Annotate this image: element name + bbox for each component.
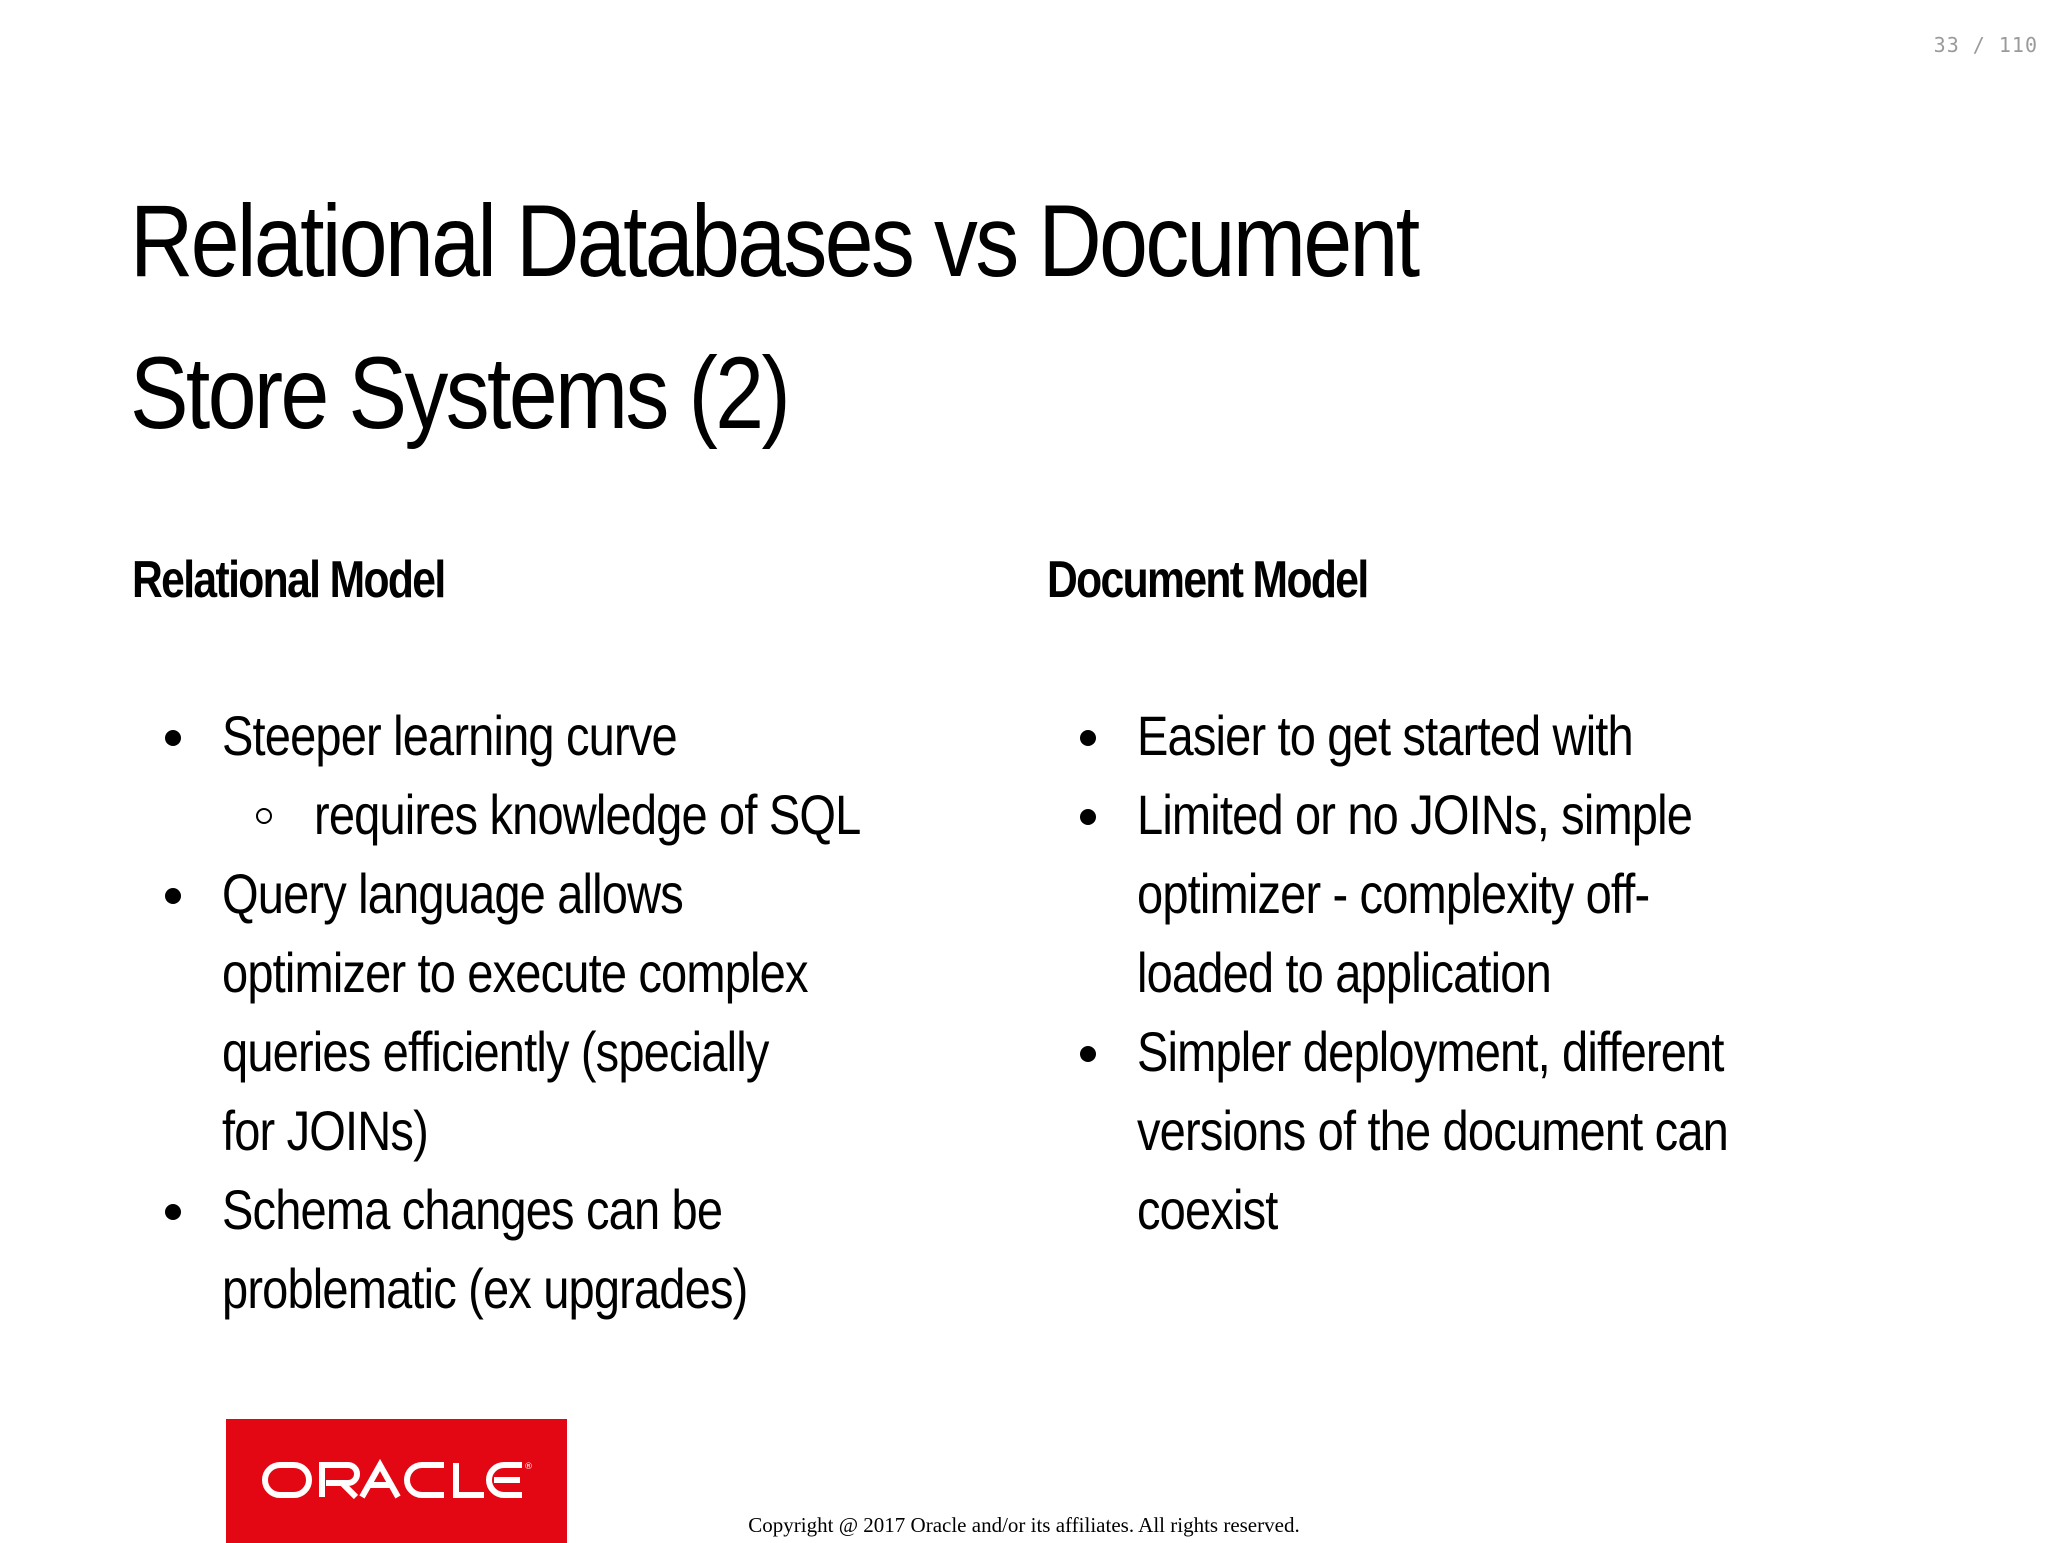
relational-model-heading: Relational Model <box>132 551 445 609</box>
document-model-column <box>1047 540 1807 1249</box>
copyright-notice: Copyright @ 2017 Oracle and/or its affiliates. All rights reserved. <box>748 1513 1300 1537</box>
page-counter: 33 / 110 <box>1933 33 2038 57</box>
document-model-bullets <box>1047 696 1807 1249</box>
slide-title: Relational Databases vs Document Store Systems (2) <box>130 184 1418 450</box>
list-item: Limited or no JOINs, simple optimizer - complexity off-loaded to application <box>1047 775 1807 1012</box>
list-item: Schema changes can be problematic (ex upgrades) <box>132 1170 892 1328</box>
list-item: Easier to get started with <box>1047 696 1807 775</box>
document-model-heading: Document Model <box>1047 551 1368 609</box>
svg-text:®: ® <box>523 1462 533 1472</box>
relational-model-column <box>132 540 892 1328</box>
relational-model-bullets <box>132 696 892 1328</box>
list-item: Simpler deployment, different versions of the document can coexist <box>1047 1012 1807 1249</box>
list-item: Steeper learning curve <box>132 696 892 775</box>
list-item: Query language allows optimizer to execute complex queries efficiently (specially for JOINs) <box>132 854 892 1170</box>
oracle-wordmark-icon <box>262 1459 532 1503</box>
list-item: requires knowledge of SQL <box>132 775 892 854</box>
